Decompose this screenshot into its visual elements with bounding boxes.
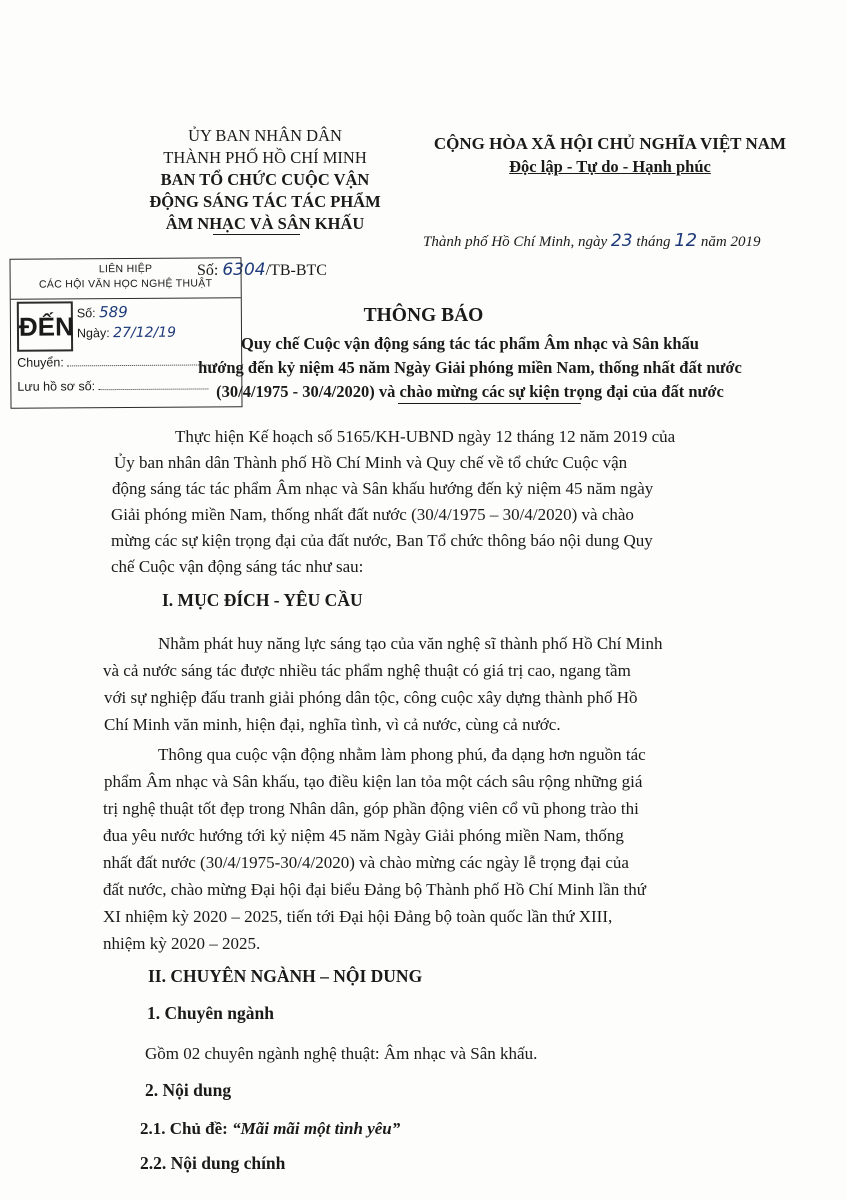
stamp-so-row: Số: 589 [76,302,128,322]
date-line [423,230,760,251]
stamp-luu-row: Lưu hồ sơ số: [17,378,208,393]
stamp-den-label: ĐẾN [17,301,73,351]
national-motto: Độc lập - Tự do - Hạnh phúc [509,157,711,176]
section-1-para-2-line-7: XI nhiệm kỳ 2020 – 2025, tiến tới Đại hội Đảng bộ toàn quốc lần thứ XIII, [103,907,613,926]
section-1-para-1-line-4: Chí Minh văn minh, hiện đại, nghĩa tình, vì cả nước, cùng cả nước. [104,715,561,734]
intro-line-2: Ủy ban nhân dân Thành phố Hồ Chí Minh và Quy chế về tổ chức Cuộc vận [114,453,628,472]
national-title: CỘNG HÒA XÃ HỘI CHỦ NGHĨA VIỆT NAM [433,134,787,153]
document-number-handwritten: 6304 [222,260,266,280]
section-1-para-2-line-6: đất nước, chào mừng Đại hội đại biểu Đảng bộ Thành phố Hồ Chí Minh lần thứ [103,880,646,899]
date-month-label: tháng [636,234,671,250]
date-day-handwritten: 23 [610,231,633,251]
authority-line-2: THÀNH PHỐ HỒ CHÍ MINH [163,148,367,167]
intro-line-5: mừng các sự kiện trọng đại của đất nước, Ban Tổ chức thông báo nội dung Quy [111,531,653,550]
intro-line-6: chế Cuộc vận động sáng tác như sau: [111,557,364,576]
date-month-handwritten: 12 [674,230,698,251]
section-1-para-2-line-5: nhất đất nước (30/4/1975-30/4/2020) và chào mừng các ngày lễ trọng đại của [103,853,629,872]
intro-line-3: động sáng tác tác phẩm Âm nhạc và Sân khấu hướng đến kỷ niệm 45 năm ngày [112,479,654,498]
national-title-block [405,132,815,178]
section-2-sub-1-text: Gồm 02 chuyên ngành nghệ thuật: Âm nhạc và Sân khấu. [145,1044,538,1063]
section-2-sub-2-heading: 2. Nội dung [145,1080,232,1100]
stamp-organization: LIÊN HIỆP CÁC HỘI VĂN HỌC NGHỆ THUẬT [10,258,240,300]
section-2-heading: II. CHUYÊN NGÀNH – NỘI DUNG [148,966,423,986]
section-2-sub-2-2-heading: 2.2. Nội dung chính [140,1153,286,1173]
stamp-ngay-row: Ngày: 27/12/19 [76,324,177,342]
section-2-sub-2-1: 2.1. Chủ đề: “Mãi mãi một tình yêu” [140,1119,401,1138]
section-2-sub-1-heading: 1. Chuyên ngành [147,1003,274,1023]
section-1-para-1-line-2: và cả nước sáng tác được nhiều tác phẩm nghệ thuật có giá trị cao, ngang tầm [103,661,631,680]
section-1-para-2-line-3: trị nghệ thuật tốt đẹp trong Nhân dân, góp phần động viên cổ vũ phong trào thi [103,799,639,818]
section-1-para-2-line-1: Thông qua cuộc vận động nhằm làm phong phú, đa dạng hơn nguồn tác [158,745,646,764]
intro-line-1: Thực hiện Kế hoạch số 5165/KH-UBND ngày 12 tháng 12 năm 2019 của [175,427,676,446]
date-year-label: năm 2019 [700,234,761,250]
issuing-authority-block [120,125,410,235]
section-1-para-1-line-1: Nhằm phát huy năng lực sáng tạo của văn nghệ sĩ thành phố Hồ Chí Minh [158,634,663,653]
stamp-ngay-handwritten: 27/12/19 [113,324,177,342]
authority-line-5: ÂM NHẠC VÀ SÂN KHẤU [165,214,365,233]
section-1-para-2-line-4: đua yêu nước hướng tới kỷ niệm 45 năm Ngày Giải phóng miền Nam, thống [103,826,624,845]
theme-title: “Mãi mãi một tình yêu” [232,1119,401,1138]
authority-line-4: ĐỘNG SÁNG TÁC TÁC PHẨM [149,192,381,211]
section-1-para-2-line-2: phẩm Âm nhạc và Sân khấu, tạo điều kiện lan tỏa một cách sâu rộng những giá [104,772,643,791]
section-1-para-1-line-3: với sự nghiệp đấu tranh giải phóng dân tộc, công cuộc xây dựng thành phố Hồ [104,688,638,707]
intro-line-4: Giải phóng miền Nam, thống nhất đất nước (30/4/1975 – 30/4/2020) và chào [111,505,634,524]
section-1-heading: I. MỤC ĐÍCH - YÊU CẦU [162,590,363,610]
stamp-so-handwritten: 589 [99,302,128,322]
authority-line-3: BAN TỔ CHỨC CUỘC VẬN [160,170,370,189]
document-subtitle: Quy chế Cuộc vận động sáng tác tác phẩm Âm nhạc và Sân khấu hướng đến kỷ niệm 45 năm Ngày Giải phóng miền Nam, thống nhất đất nước (30/4/1975 - 30/4/2020) và chào mừng các sự kiện trọng đại của đất nước [190,332,750,404]
authority-line-1: ỦY BAN NHÂN DÂN [188,126,342,145]
document-number: Số: 6304/TB-BTC [197,260,327,280]
date-prefix: Thành phố Hồ Chí Minh, ngày [423,234,608,250]
document-title: THÔNG BÁO [363,305,484,326]
section-1-para-2-line-8: nhiệm kỳ 2020 – 2025. [103,934,261,953]
stamp-chuyen-row: Chuyển: [17,354,217,369]
